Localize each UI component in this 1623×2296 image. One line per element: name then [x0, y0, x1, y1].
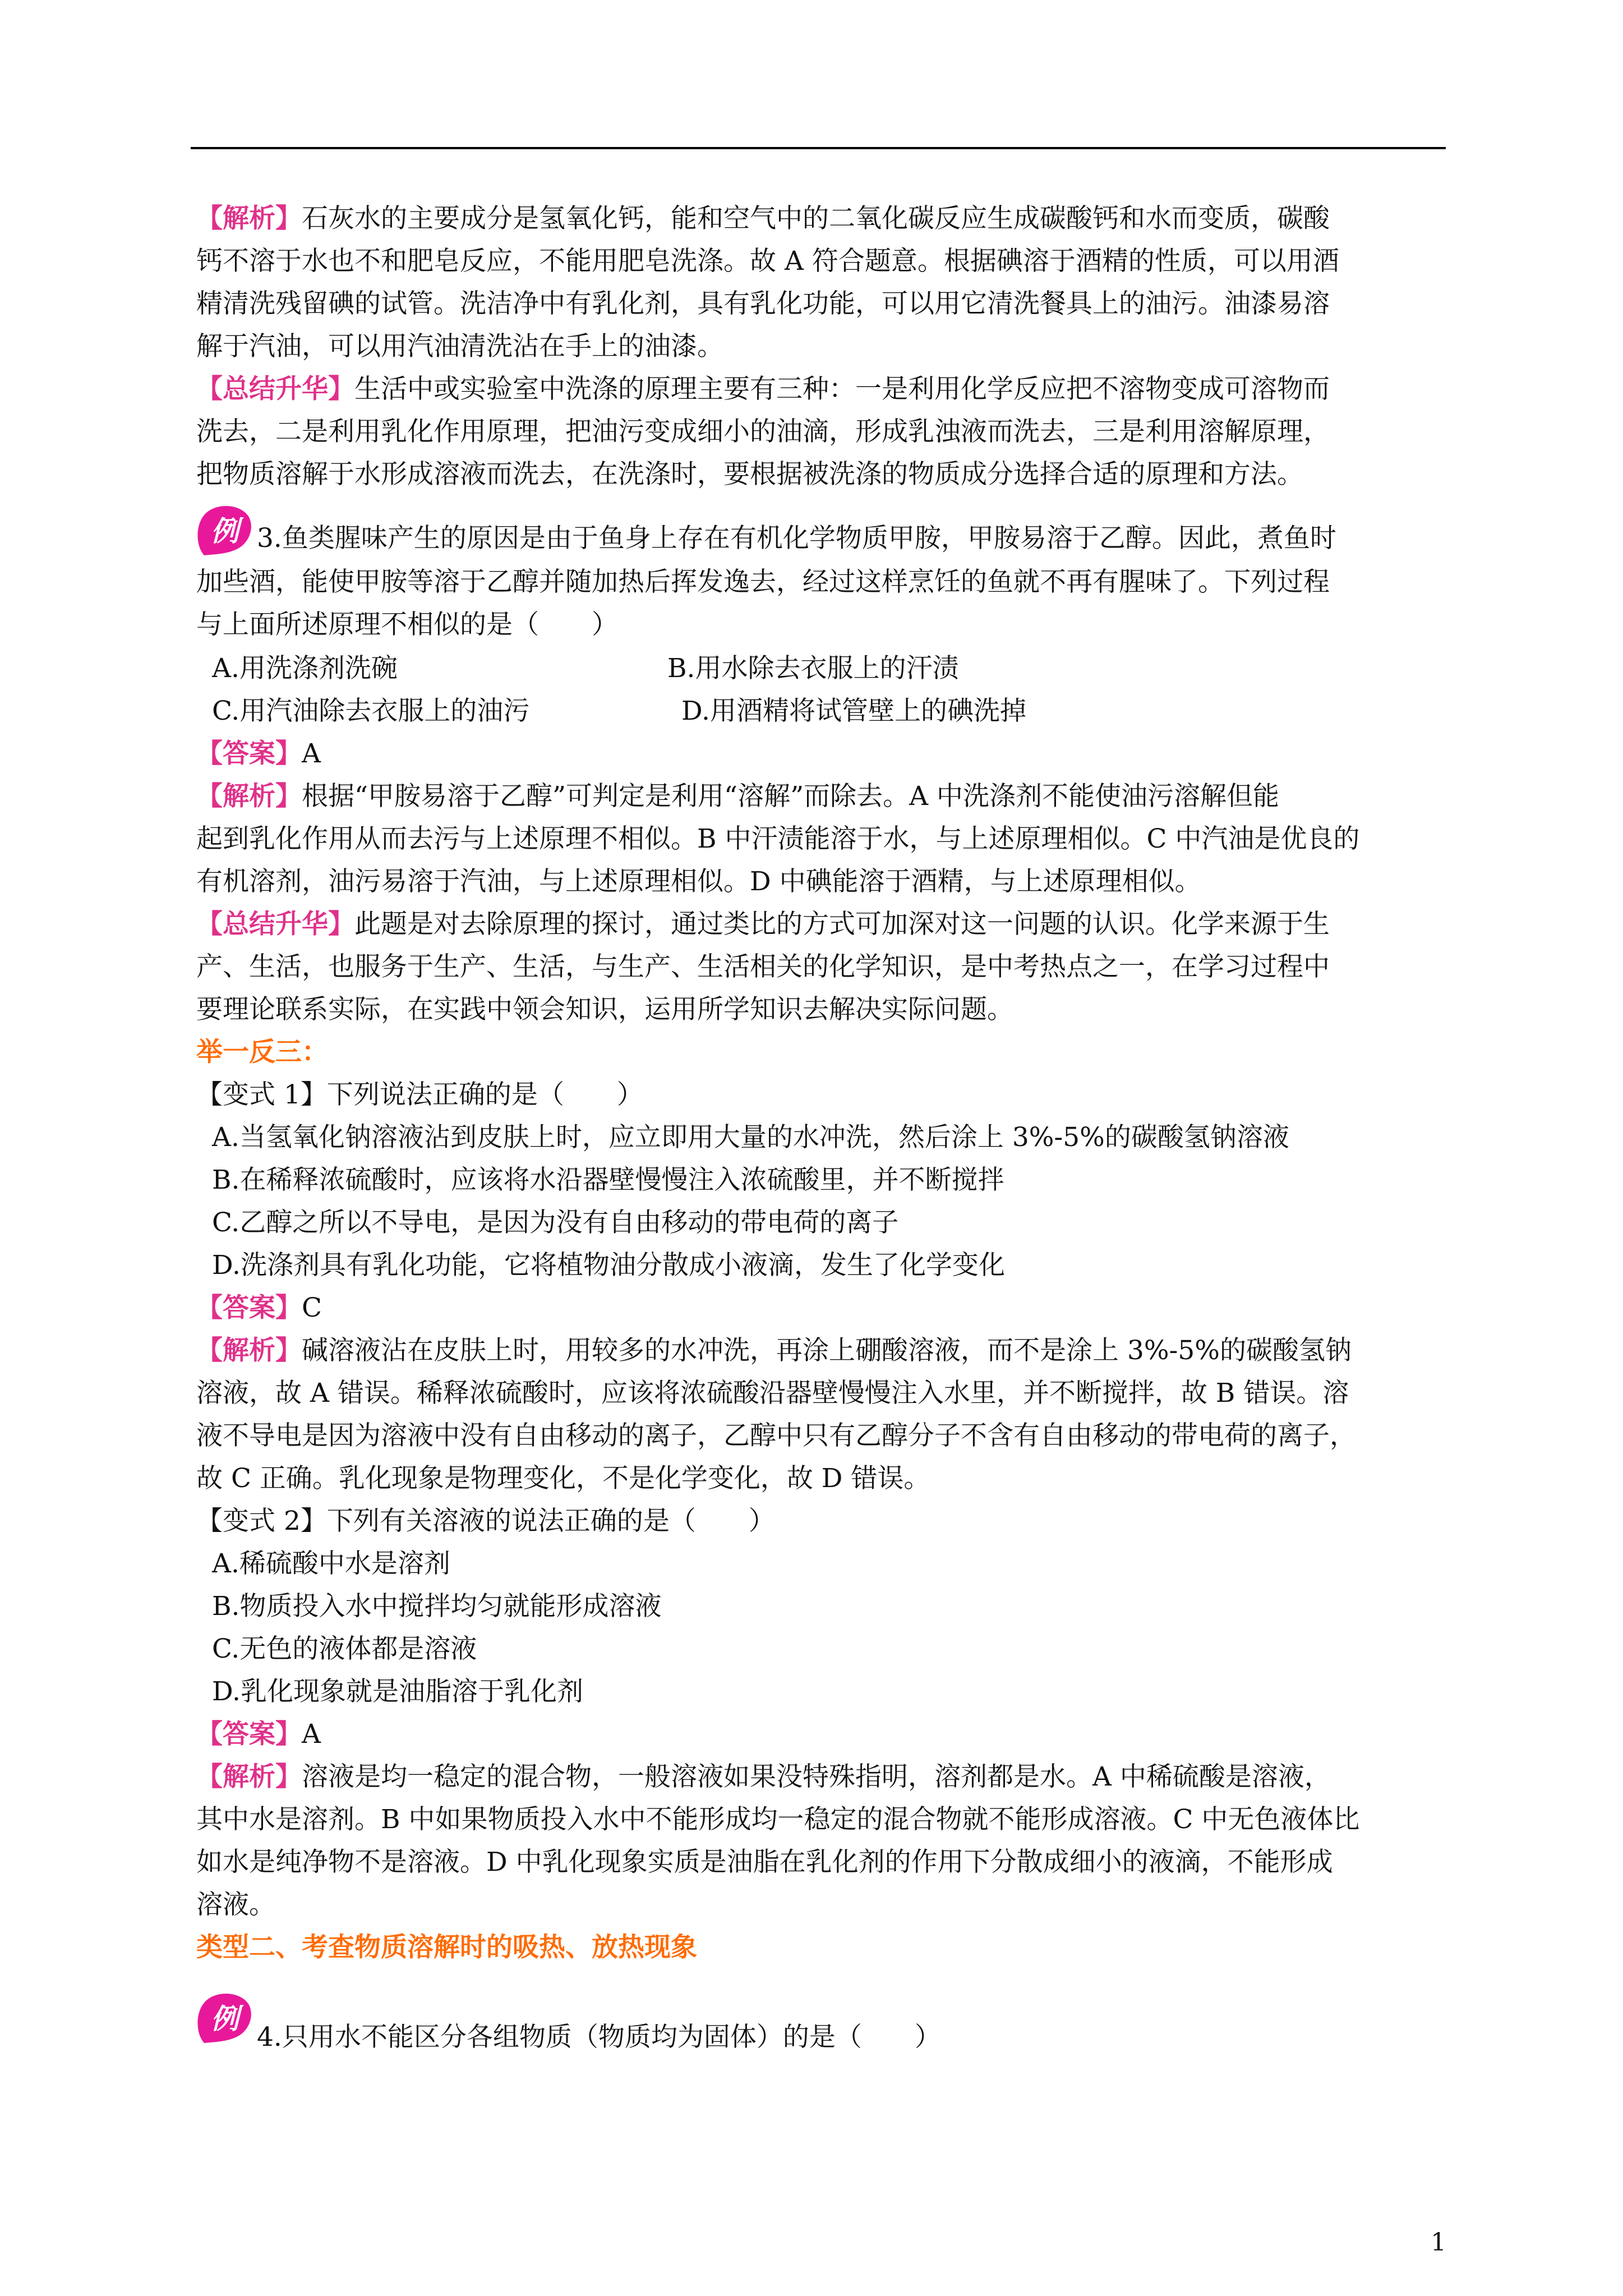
- line-text: 有机溶剂，油污易溶于汽油，与上述原理相似。D 中碘能溶于酒精，与上述原理相似。: [196, 866, 1201, 897]
- option-text: B.用水除去衣服上的汗渍: [667, 653, 959, 684]
- text-line: [196, 1291, 322, 1325]
- text-line: [212, 1632, 477, 1666]
- line-text: 其中水是溶剂。B 中如果物质投入水中不能形成均一稳定的混合物就不能形成溶液。C 中无色液体比: [196, 1804, 1360, 1835]
- text-line: [196, 202, 1330, 236]
- line-text: 碱溶液沾在皮肤上时，用较多的水冲洗，再涂上硼酸溶液，而不是涂上 3%-5%的碳酸氢钠: [302, 1335, 1352, 1366]
- line-text: 根据“甲胺易溶于乙醇”可判定是利用“溶解”而除去。A 中洗涤剂不能使油污溶解但能: [302, 781, 1279, 812]
- line-text: 加些酒，能使甲胺等溶于乙醇并随加热后挥发逸去，经过这样烹饪的鱼就不再有腥味了。下列过程: [196, 567, 1330, 597]
- section-tag: 【解析】: [196, 1335, 302, 1366]
- text-line: [212, 1163, 1004, 1197]
- line-text: A.当氢氧化钠溶液沾到皮肤上时，应立即用大量的水冲洗，然后涂上 3%-5%的碳酸氢钠溶液: [212, 1122, 1289, 1153]
- text-line: [196, 415, 1330, 449]
- line-text: 4.只用水不能区分各组物质（物质均为固体）的是（ ）: [257, 2022, 941, 2053]
- text-line: [196, 1803, 1359, 1837]
- text-line: [212, 1590, 661, 1623]
- section-tag: 【答案】: [196, 738, 302, 769]
- line-text: 生活中或实验室中洗涤的原理主要有三种：一是利用化学反应把不溶物变成可溶物而: [354, 374, 1330, 404]
- text-line: [212, 1547, 450, 1581]
- example-badge-icon: [193, 1988, 256, 2051]
- section-tag: 【解析】: [196, 1761, 302, 1792]
- text-line: [196, 1462, 930, 1496]
- line-text: 解于汽油，可以用汽油清洗沾在手上的油漆。: [196, 331, 723, 362]
- line-text: C.乙醇之所以不导电，是因为没有自由移动的带电荷的离子: [212, 1207, 899, 1238]
- example-badge-2: [193, 1988, 256, 2051]
- text-line: [212, 694, 529, 728]
- line-text: 与上面所述原理不相似的是（ ）: [196, 609, 618, 640]
- header-rule: [191, 147, 1446, 149]
- text-line: [196, 1931, 697, 1964]
- line-text: 洗去，二是利用乳化作用原理，把油污变成细小的油滴，形成乳浊液而洗去，三是利用溶解原理，: [196, 416, 1330, 447]
- line-text: 钙不溶于水也不和肥皂反应，不能用肥皂洗涤。故 A 符合题意。根据碘溶于酒精的性质，可以用酒: [196, 246, 1339, 277]
- line-text: 3.鱼类腥味产生的原因是由于鱼身上存在有机化学物质甲胺，甲胺易溶于乙醇。因此，煮鱼时: [257, 523, 1336, 554]
- line-text: A: [302, 738, 321, 769]
- text-line: [212, 1675, 583, 1709]
- section-tag: 【解析】: [196, 203, 302, 234]
- section-heading: 举一反三：: [196, 1037, 328, 1068]
- text-line: [196, 245, 1339, 278]
- text-line: [196, 1078, 643, 1112]
- line-text: D.洗涤剂具有乳化功能，它将植物油分散成小液滴，发生了化学变化: [212, 1250, 1005, 1281]
- text-line: [196, 822, 1359, 856]
- text-line: [196, 565, 1330, 599]
- line-text: 把物质溶解于水形成溶液而洗去，在洗涤时，要根据被洗涤的物质成分选择合适的原理和方法。: [196, 459, 1303, 490]
- text-line: [212, 1249, 1005, 1282]
- line-text: 液不导电是因为溶液中没有自由移动的离子，乙醇中只有乙醇分子不含有自由移动的带电荷的离子，: [196, 1420, 1356, 1451]
- svg-text:例: 例: [211, 2003, 239, 2035]
- text-line: [196, 737, 321, 771]
- text-line: [196, 287, 1330, 321]
- line-text: A.用洗涤剂洗碗: [212, 653, 398, 684]
- line-text: 起到乳化作用从而去污与上述原理不相似。B 中汗渍能溶于水，与上述原理相似。C 中汽油是优良的: [196, 823, 1360, 854]
- text-line: [196, 372, 1330, 406]
- text-line: [196, 1334, 1352, 1368]
- text-line: [196, 1036, 328, 1069]
- svg-text:例: 例: [211, 515, 239, 547]
- text-line: [196, 993, 1013, 1027]
- line-text: 如水是纯净物不是溶液。D 中乳化现象实质是油脂在乳化剂的作用下分散成细小的液滴，不能形成: [196, 1847, 1333, 1878]
- line-text: B.物质投入水中搅拌均匀就能形成溶液: [212, 1591, 662, 1622]
- line-text: 石灰水的主要成分是氢氧化钙，能和空气中的二氧化碳反应生成碳酸钙和水而变质，碳酸: [302, 203, 1330, 234]
- line-text: 【变式 1】下列说法正确的是（ ）: [196, 1079, 643, 1110]
- line-text: 溶液。: [196, 1889, 275, 1920]
- section-tag: 【总结升华】: [196, 909, 354, 940]
- line-text: D.乳化现象就是油脂溶于乳化剂: [212, 1676, 583, 1707]
- text-line: [196, 865, 1201, 899]
- line-text: A: [302, 1719, 321, 1750]
- text-line: [196, 458, 1303, 491]
- line-text: 溶液，故 A 错误。稀释浓硫酸时，应该将浓硫酸沿器壁慢慢注入水里，并不断搅拌，故 B 错误。溶: [196, 1378, 1349, 1409]
- text-line: [196, 950, 1330, 984]
- section-tag: 【总结升华】: [196, 374, 354, 404]
- line-text: C.无色的液体都是溶液: [212, 1634, 477, 1664]
- line-text: A.稀硫酸中水是溶剂: [212, 1548, 450, 1579]
- text-line: [196, 780, 1279, 813]
- section-heading: 类型二、考查物质溶解时的吸热、放热现象: [196, 1932, 697, 1963]
- line-text: C: [302, 1292, 322, 1323]
- line-text: C.用汽油除去衣服上的油污: [212, 696, 530, 726]
- text-line: [196, 1846, 1333, 1879]
- text-line: [196, 330, 723, 364]
- line-text: 精清洗残留碘的试管。洗洁净中有乳化剂，具有乳化功能，可以用它清洗餐具上的油污。油漆易溶: [196, 288, 1330, 319]
- page-number: 1: [1431, 2228, 1446, 2257]
- text-line: [257, 2021, 941, 2054]
- text-line: [196, 608, 618, 642]
- text-line: [196, 1718, 321, 1751]
- section-tag: 【答案】: [196, 1292, 302, 1323]
- example-badge-icon: [193, 500, 256, 563]
- text-line: [212, 1121, 1289, 1154]
- example-badge-1: [193, 500, 256, 563]
- text-line: [212, 652, 398, 685]
- text-line: [196, 908, 1330, 941]
- line-text: 产、生活，也服务于生产、生活，与生产、生活相关的化学知识，是中考热点之一，在学习过程中: [196, 951, 1330, 982]
- line-text: 故 C 正确。乳化现象是物理变化，不是化学变化，故 D 错误。: [196, 1463, 930, 1494]
- line-text: 【变式 2】下列有关溶液的说法正确的是（ ）: [196, 1506, 775, 1536]
- section-tag: 【解析】: [196, 781, 302, 812]
- text-line: [196, 1419, 1356, 1453]
- option-text: D.用酒精将试管壁上的碘洗掉: [681, 696, 1026, 726]
- text-line: [196, 1760, 1331, 1794]
- text-line: [212, 1206, 898, 1240]
- line-text: 此题是对去除原理的探讨，通过类比的方式可加深对这一问题的认识。化学来源于生: [354, 909, 1330, 940]
- line-text: 溶液是均一稳定的混合物，一般溶液如果没特殊指明，溶剂都是水。A 中稀硫酸是溶液，: [302, 1761, 1331, 1792]
- line-text: 要理论联系实际，在实践中领会知识，运用所学知识去解决实际问题。: [196, 994, 1013, 1025]
- text-line: [196, 1888, 275, 1922]
- text-line: [257, 522, 1336, 555]
- text-line: [196, 1504, 775, 1538]
- line-text: B.在稀释浓硫酸时，应该将水沿器壁慢慢注入浓硫酸里，并不断搅拌: [212, 1165, 1004, 1195]
- text-line: [196, 1377, 1349, 1410]
- section-tag: 【答案】: [196, 1719, 302, 1750]
